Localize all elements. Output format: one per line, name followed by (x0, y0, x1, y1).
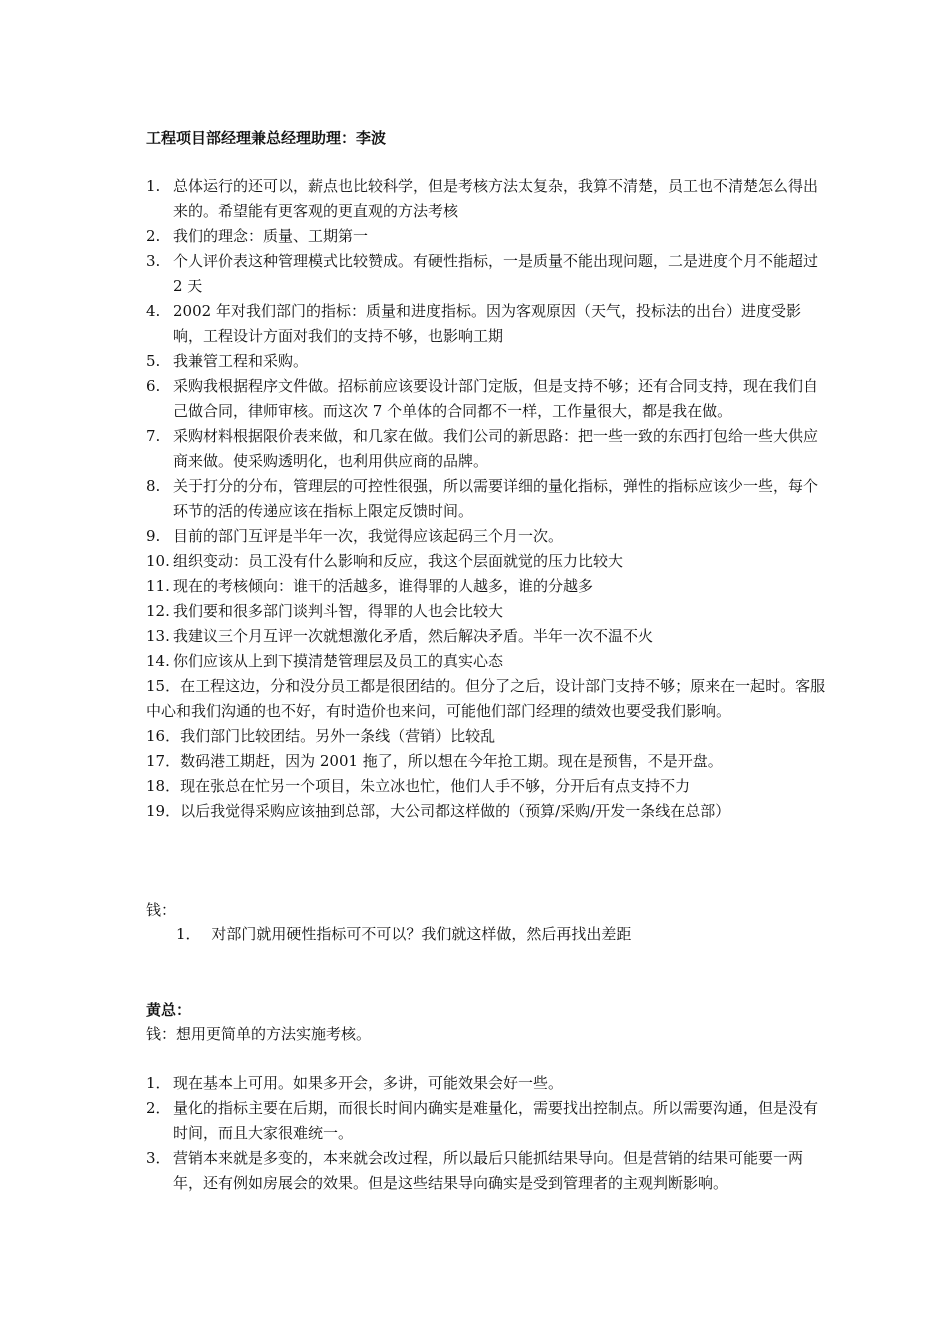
list-item: 4. 2002 年对我们部门的指标：质量和进度指标。因为客观原因（天气，投标法的出台）进度受影响，工程设计方面对我们的支持不够，也影响工期 (146, 302, 801, 345)
section1-list (146, 174, 826, 824)
section1-heading: 工程项目部经理兼总经理助理：李波 (146, 129, 387, 147)
section3-heading: 黄总： (146, 1001, 192, 1019)
section3-intro: 钱：想用更简单的方法实施考核。 (146, 1025, 372, 1043)
list-item: 10. 组织变动：员工没有什么影响和反应，我这个层面就觉的压力比较大 (146, 552, 624, 570)
list-item: 1. 总体运行的还可以，薪点也比较科学，但是考核方法太复杂，我算不清楚，员工也不清楚怎么得出来的。希望能有更客观的更直观的方法考核 (146, 177, 819, 220)
list-item: 18．现在张总在忙另一个项目，朱立冰也忙，他们人手不够，分开后有点支持不力 (146, 777, 691, 795)
section2-item-text: 对部门就用硬性指标可不可以？我们就这样做，然后再找出差距 (211, 925, 632, 943)
list-item: 6. 采购我根据程序文件做。招标前应该要设计部门定版，但是支持不够；还有合同支持，现在我们自己做合同，律师审核。而这次 7 个单体的合同都不一样，工作量很大，都是我在做。 (146, 377, 819, 420)
list-item: 15．在工程这边，分和没分员工都是很团结的。但分了之后，设计部门支持不够；原来在一起时。客服中心和我们沟通的也不好，有时造价也来问，可能他们部门经理的绩效也要受我们影响。 (146, 677, 826, 720)
list-item: 5. 我兼管工程和采购。 (146, 352, 309, 370)
list-item: 14. 你们应该从上到下摸清楚管理层及员工的真实心态 (146, 652, 504, 670)
list-item: 16．我们部门比较团结。另外一条线（营销）比较乱 (146, 727, 496, 745)
list-item: 11. 现在的考核倾向：谁干的活越多，谁得罪的人越多，谁的分越多 (146, 577, 594, 595)
list-item: 13. 我建议三个月互评一次就想激化矛盾，然后解决矛盾。半年一次不温不火 (146, 627, 654, 645)
section2-item (176, 924, 631, 944)
list-item: 17．数码港工期赶，因为 2001 拖了，所以想在今年抢工期。现在是预售，不是开盘。 (146, 752, 723, 770)
list-item: 7. 采购材料根据限价表来做，和几家在做。我们公司的新思路：把一些一致的东西打包给一些大供应商来做。使采购透明化，也利用供应商的品牌。 (146, 427, 819, 470)
list-item: 2． 量化的指标主要在后期，而很长时间内确实是难量化，需要找出控制点。所以需要沟通，但是没有时间，而且大家很难统一。 (146, 1099, 819, 1142)
list-item: 3． 营销本来就是多变的，本来就会改过程，所以最后只能抓结果导向。但是营销的结果可能要一两年，还有例如房展会的效果。但是这些结果导向确实是受到管理者的主观判断影响。 (146, 1149, 804, 1192)
list-item: 8. 关于打分的分布，管理层的可控性很强，所以需要详细的量化指标，弹性的指标应该少一些，每个环节的活的传递应该在指标上限定反馈时间。 (146, 477, 819, 520)
list-item: 2. 我们的理念：质量、工期第一 (146, 227, 369, 245)
section2-label: 钱： (146, 901, 177, 919)
section3-list (146, 1071, 822, 1196)
list-item: 12. 我们要和很多部门谈判斗智，得罪的人也会比较大 (146, 602, 504, 620)
section2-item-num: 1． (176, 925, 201, 943)
list-item: 19．以后我觉得采购应该抽到总部，大公司都这样做的（预算/采购/开发一条线在总部） (146, 802, 731, 820)
list-item: 1． 现在基本上可用。如果多开会，多讲，可能效果会好一些。 (146, 1074, 564, 1092)
list-item: 9. 目前的部门互评是半年一次，我觉得应该起码三个月一次。 (146, 527, 564, 545)
list-item: 3. 个人评价表这种管理模式比较赞成。有硬性指标，一是质量不能出现问题，二是进度个月不能超过 2 天 (146, 252, 819, 295)
